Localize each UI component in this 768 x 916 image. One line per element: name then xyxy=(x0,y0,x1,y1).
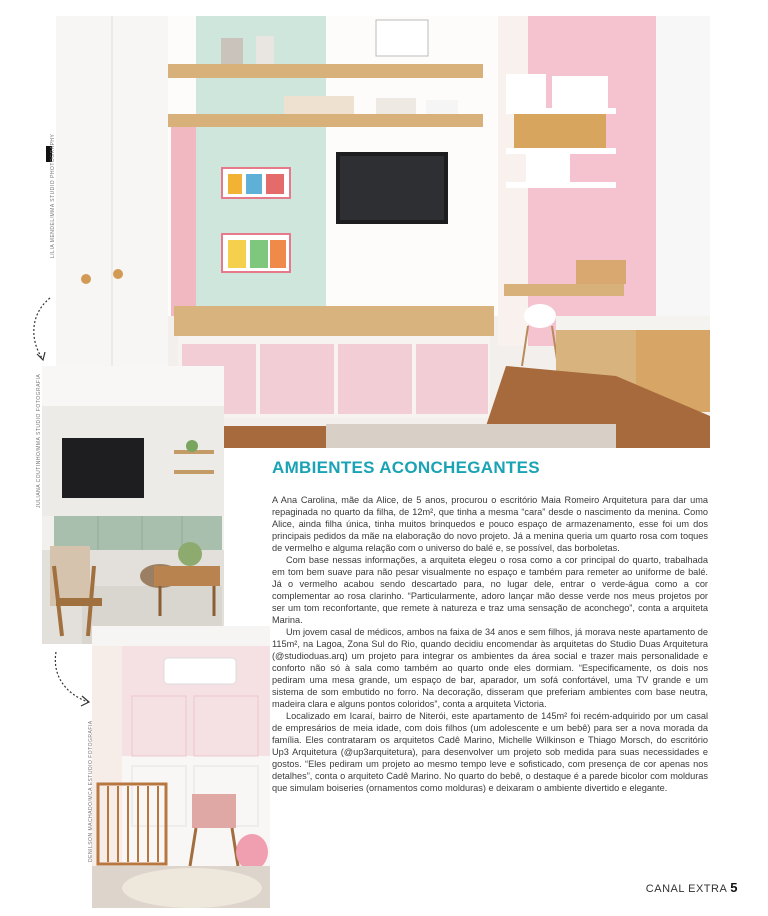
photo-baby-room xyxy=(92,626,270,908)
magazine-name: CANAL EXTRA xyxy=(645,883,727,895)
dashed-arrow-2 xyxy=(48,650,94,710)
article-paragraph: Com base nessas informações, a arquiteta elegeu o rosa como a cor principal do quarto, trabalhada em tom bem suave para não pesar visualmente no espaço e também para remeter ao uniforme de balé. Já o vermelho acabou sendo descartado para, no lugar dele, entrar o verde-água como a cor complementar ao rosa clarinho. “Particularmente, adoro lançar mão desse verde nos meus projetos por ser um tom reconfortante, que remete à natureza e traz uma sensação de aconchego”, conta a arquiteta Marina. xyxy=(272,555,708,625)
dashed-arrow-1 xyxy=(28,296,58,366)
article-paragraph: Um jovem casal de médicos, ambos na faixa de 34 anos e sem filhos, já morava neste apartamento de 115m², na Lagoa, Zona Sul do Rio, quando decidiu encomendar às arquitetas do Studio Duas Arquitetura (@studioduas.arq) um projeto para integrar os ambientes da área social e trazer mais personalidade e conforto não só à sala como também ao quarto onde eles dormiam. “Especificamente, os dois nos pediram uma mesa grande, um espaço de bar, aparador, um sofá confortável, uma TV grande e um sistema de som embutido no forro. Na decoração, disseram que preferiam ambientes com base neutra, madeira clara e alguns pontos coloridos”, conta a arquiteta Victoria. xyxy=(272,627,708,709)
photo-credit-2: JULIANA COUTINHO/MMA STUDIO FOTOGRAFIA xyxy=(36,373,42,508)
article-paragraph: A Ana Carolina, mãe da Alice, de 5 anos, procurou o escritório Maia Romeiro Arquitetura para dar uma repaginada no quarto da filha, de 12m², que tinha a mesma “cara” desde o nascimento da menina. Como Alice, ainda filha única, tinha muitos brinquedos e pouco espaço de armazenamento, esse foi um dos principais pedidos da mãe na elaboração do novo projeto. Já a menina queria um quarto rosa com toques de vermelho e alguma relação com o universo do balé e, se possível, das borboletas. xyxy=(272,495,708,553)
photo-credit-1: LILIA MENDEL/MMA STUDIO PHOTOGRAPHY xyxy=(50,133,56,258)
photo-living-room xyxy=(42,366,224,644)
section-title: AMBIENTES ACONCHEGANTES xyxy=(272,458,540,477)
living-room-illustration xyxy=(42,366,224,644)
article-body xyxy=(272,494,708,794)
page-number: 5 xyxy=(730,880,738,895)
baby-room-illustration xyxy=(92,626,270,908)
article-paragraph: Localizado em Icaraí, bairro de Niterói, este apartamento de 145m² foi recém-adquirido por um casal de empresários de meia idade, com dois filhos (um adolescente e um bebê) para ser a nova morada da família. Eles contrataram os arquitetos Cadê Marino, Michelle Wilkinson e Thiago Morsch, do escritório Up3 Arquitetura (@up3arquitetura), para desenvolver um projeto sob medida para suas necessidades e gostos. “Eles pediram um projeto ao mesmo tempo leve e sofisticado, com presença de cor apenas nos detalhes”, conta o arquiteto Cadê Marino. No quarto do bebê, o destaque é a parede bicolor com molduras que simulam boiseries (ornamentos como molduras) e deixaram o ambiente divertido e elegante. xyxy=(272,711,708,793)
photo-credit-3: DENILSON MACHADO/MCA ESTUDIO FOTOGRAFIA xyxy=(88,720,94,862)
page-footer xyxy=(646,880,738,895)
